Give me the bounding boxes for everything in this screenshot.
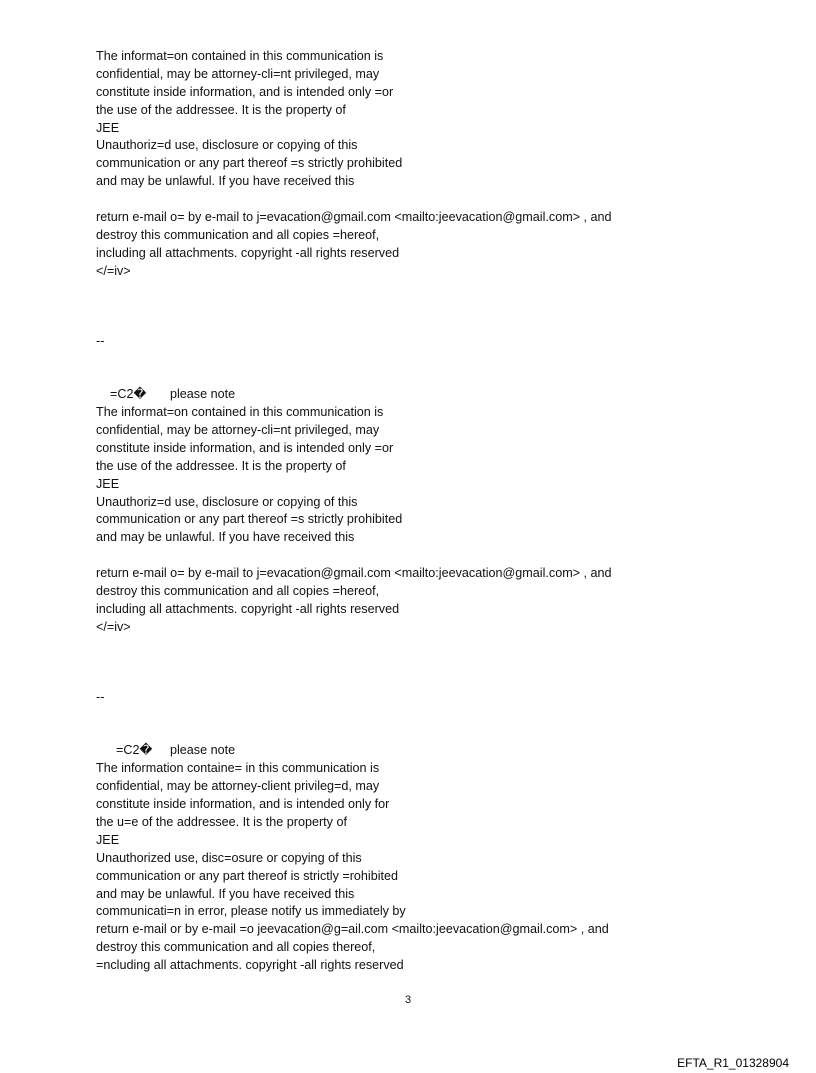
- text-line: Unauthorized use, disc=osure or copying of this: [96, 850, 362, 865]
- text-line: confidential, may be attorney-cli=nt privileged, may: [96, 423, 380, 438]
- text-line: including all attachments. copyright -all rights reserved: [96, 245, 400, 260]
- document-body: [96, 48, 736, 975]
- text-line: communication or any part thereof =s strictly prohibited: [96, 512, 403, 527]
- blank-line: [96, 350, 736, 368]
- disclaimer-block-3: [96, 760, 736, 975]
- text-line: confidential, may be attorney-cli=nt privileged, may: [96, 66, 380, 81]
- vertical-gap: [96, 637, 736, 689]
- text-line: destroy this communication and all copies =hereof,: [96, 584, 380, 599]
- note-text: please note: [170, 387, 236, 402]
- text-line: JEE: [96, 476, 120, 491]
- separator-1: --: [96, 333, 105, 348]
- text-line: communication or any part thereof =s strictly prohibited: [96, 156, 403, 171]
- text-line: JEE: [96, 120, 120, 135]
- note-text: please note: [170, 743, 236, 758]
- text-line: destroy this communication and all copies thereof,: [96, 940, 376, 955]
- separator-2: --: [96, 689, 105, 704]
- note-line-2: [96, 725, 736, 758]
- disclaimer-block-1: [96, 48, 736, 281]
- text-line: including all attachments. copyright -all rights reserved: [96, 601, 400, 616]
- text-line: constitute inside information, and is intended only =or: [96, 440, 394, 455]
- text-line: constitute inside information, and is intended only for: [96, 797, 390, 812]
- text-line: constitute inside information, and is intended only =or: [96, 84, 394, 99]
- text-line: and may be unlawful. If you have received this: [96, 174, 355, 189]
- text-line: return e-mail o= by e-mail to j=evacation@gmail.com <mailto:jeevacation@gmail.com> , and: [96, 210, 612, 225]
- text-line: communicati=n in error, please notify us immediately by: [96, 904, 406, 919]
- text-line: the u=e of the addressee. It is the property of: [96, 814, 347, 829]
- blank-line: [96, 707, 736, 725]
- text-line: the use of the addressee. It is the property of: [96, 102, 346, 117]
- text-line: destroy this communication and all copies =hereof,: [96, 227, 380, 242]
- page-number: 3: [404, 994, 412, 1006]
- text-line: return e-mail o= by e-mail to j=evacation@gmail.com <mailto:jeevacation@gmail.com> , and: [96, 566, 612, 581]
- document-id: EFTA_R1_01328904: [677, 1056, 789, 1070]
- blank-line: [96, 547, 736, 565]
- text-line: communication or any part thereof is strictly =rohibited: [96, 868, 399, 883]
- text-line: confidential, may be attorney-client privileg=d, may: [96, 779, 380, 794]
- text-line: The information containe= in this communication is: [96, 761, 380, 776]
- note-code: =C2�: [116, 743, 153, 758]
- text-line: and may be unlawful. If you have received this: [96, 530, 355, 545]
- text-line: return e-mail or by e-mail =o jeevacation@g=ail.com <mailto:jeevacation@gmail.com> , and: [96, 922, 609, 937]
- text-line: The informat=on contained in this communication is: [96, 405, 384, 420]
- text-line: </=iv>: [96, 263, 131, 278]
- vertical-gap: [96, 281, 736, 333]
- text-line: the use of the addressee. It is the property of: [96, 458, 346, 473]
- text-line: Unauthoriz=d use, disclosure or copying of this: [96, 494, 358, 509]
- text-line: </=iv>: [96, 619, 131, 634]
- disclaimer-block-2: [96, 404, 736, 637]
- blank-line: [96, 191, 736, 209]
- text-line: Unauthoriz=d use, disclosure or copying of this: [96, 138, 358, 153]
- text-line: JEE: [96, 832, 120, 847]
- text-line: The informat=on contained in this communication is: [96, 49, 384, 63]
- note-code: =C2�: [110, 387, 147, 402]
- note-line-1: [96, 368, 736, 402]
- text-line: =ncluding all attachments. copyright -all rights reserved: [96, 958, 404, 973]
- text-line: and may be unlawful. If you have received this: [96, 886, 355, 901]
